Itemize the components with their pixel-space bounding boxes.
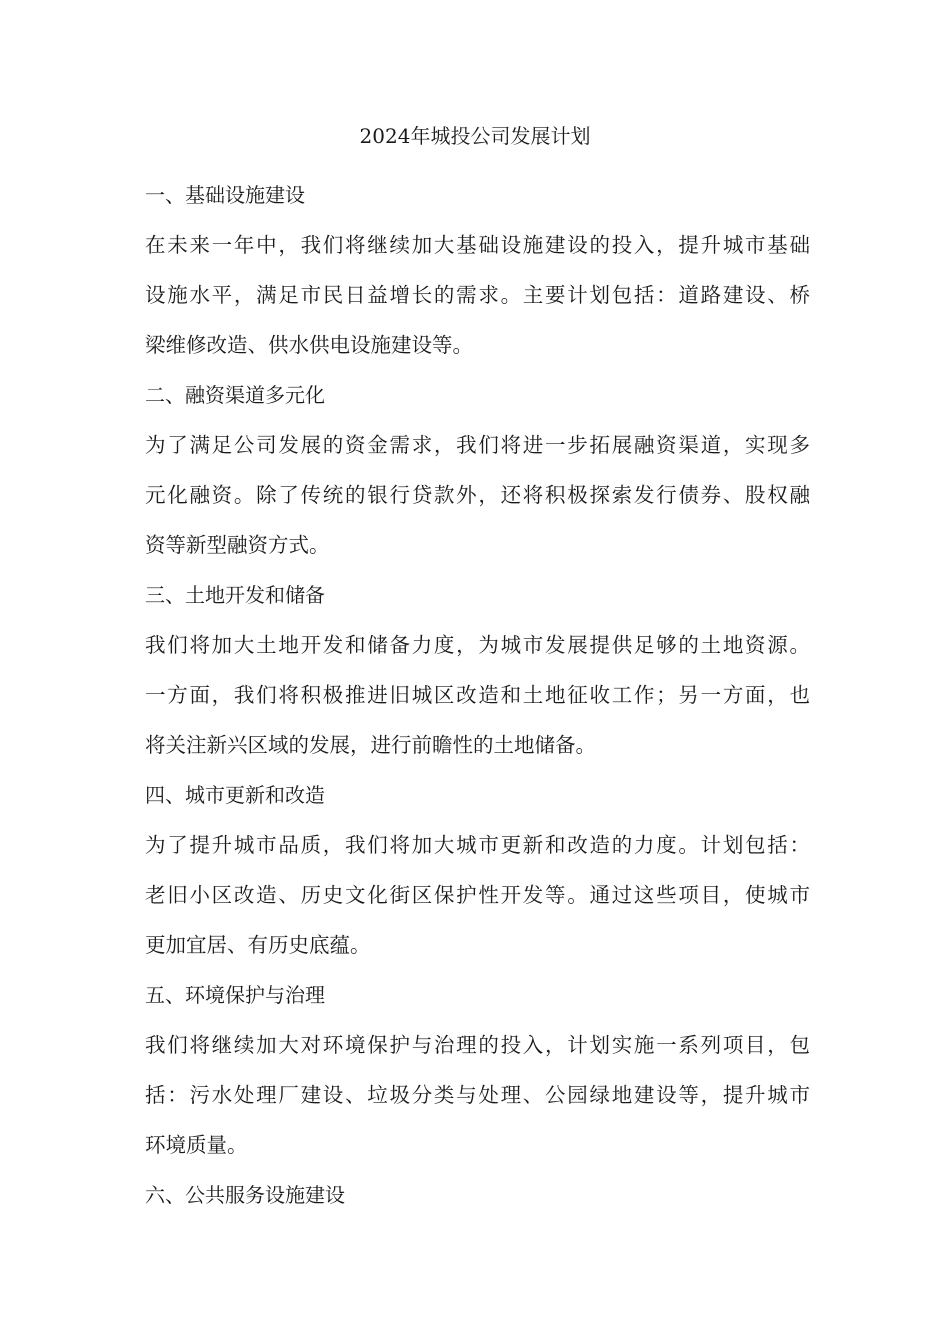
- section-paragraph: [145, 220, 810, 370]
- paragraph-line: 更加宜居、有历史底蕴。: [145, 933, 371, 957]
- document-body: [145, 170, 810, 1220]
- section-heading: 五、环境保护与治理: [145, 983, 325, 1007]
- section-paragraph: [145, 820, 810, 970]
- paragraph-line: 为了满足公司发展的资金需求，我们将进一步拓展融资渠道，实现多: [145, 433, 810, 457]
- paragraph-line: 一方面，我们将积极推进旧城区改造和土地征收工作；另一方面，也: [145, 683, 810, 707]
- paragraph-line: 资等新型融资方式。: [145, 533, 330, 557]
- paragraph-line: 我们将继续加大对环境保护与治理的投入，计划实施一系列项目，包: [145, 1033, 810, 1057]
- section-paragraph: [145, 420, 810, 570]
- paragraph-line: 我们将加大土地开发和储备力度，为城市发展提供足够的土地资源。: [145, 633, 810, 657]
- paragraph-line: 梁维修改造、供水供电设施建设等。: [145, 333, 473, 357]
- section-heading: 六、公共服务设施建设: [145, 1183, 345, 1207]
- paragraph-line: 环境质量。: [145, 1133, 248, 1157]
- section-paragraph: [145, 1020, 810, 1170]
- paragraph-line: 将关注新兴区域的发展，进行前瞻性的土地储备。: [145, 733, 596, 757]
- paragraph-line: 括：污水处理厂建设、垃圾分类与处理、公园绿地建设等，提升城市: [145, 1083, 810, 1107]
- paragraph-line: 在未来一年中，我们将继续加大基础设施建设的投入，提升城市基础: [145, 233, 810, 257]
- paragraph-line: 老旧小区改造、历史文化街区保护性开发等。通过这些项目，使城市: [145, 883, 810, 907]
- section-heading: 四、城市更新和改造: [145, 783, 325, 807]
- section-heading: 三、土地开发和储备: [145, 583, 325, 607]
- paragraph-line: 设施水平，满足市民日益增长的需求。主要计划包括：道路建设、桥: [145, 283, 810, 307]
- paragraph-line: 为了提升城市品质，我们将加大城市更新和改造的力度。计划包括：: [145, 833, 810, 857]
- document-title: 2024年城投公司发展计划: [359, 124, 591, 148]
- section-heading: 二、融资渠道多元化: [145, 383, 325, 407]
- section-heading: 一、基础设施建设: [145, 183, 305, 207]
- section-paragraph: [145, 620, 810, 770]
- paragraph-line: 元化融资。除了传统的银行贷款外，还将积极探索发行债券、股权融: [145, 483, 810, 507]
